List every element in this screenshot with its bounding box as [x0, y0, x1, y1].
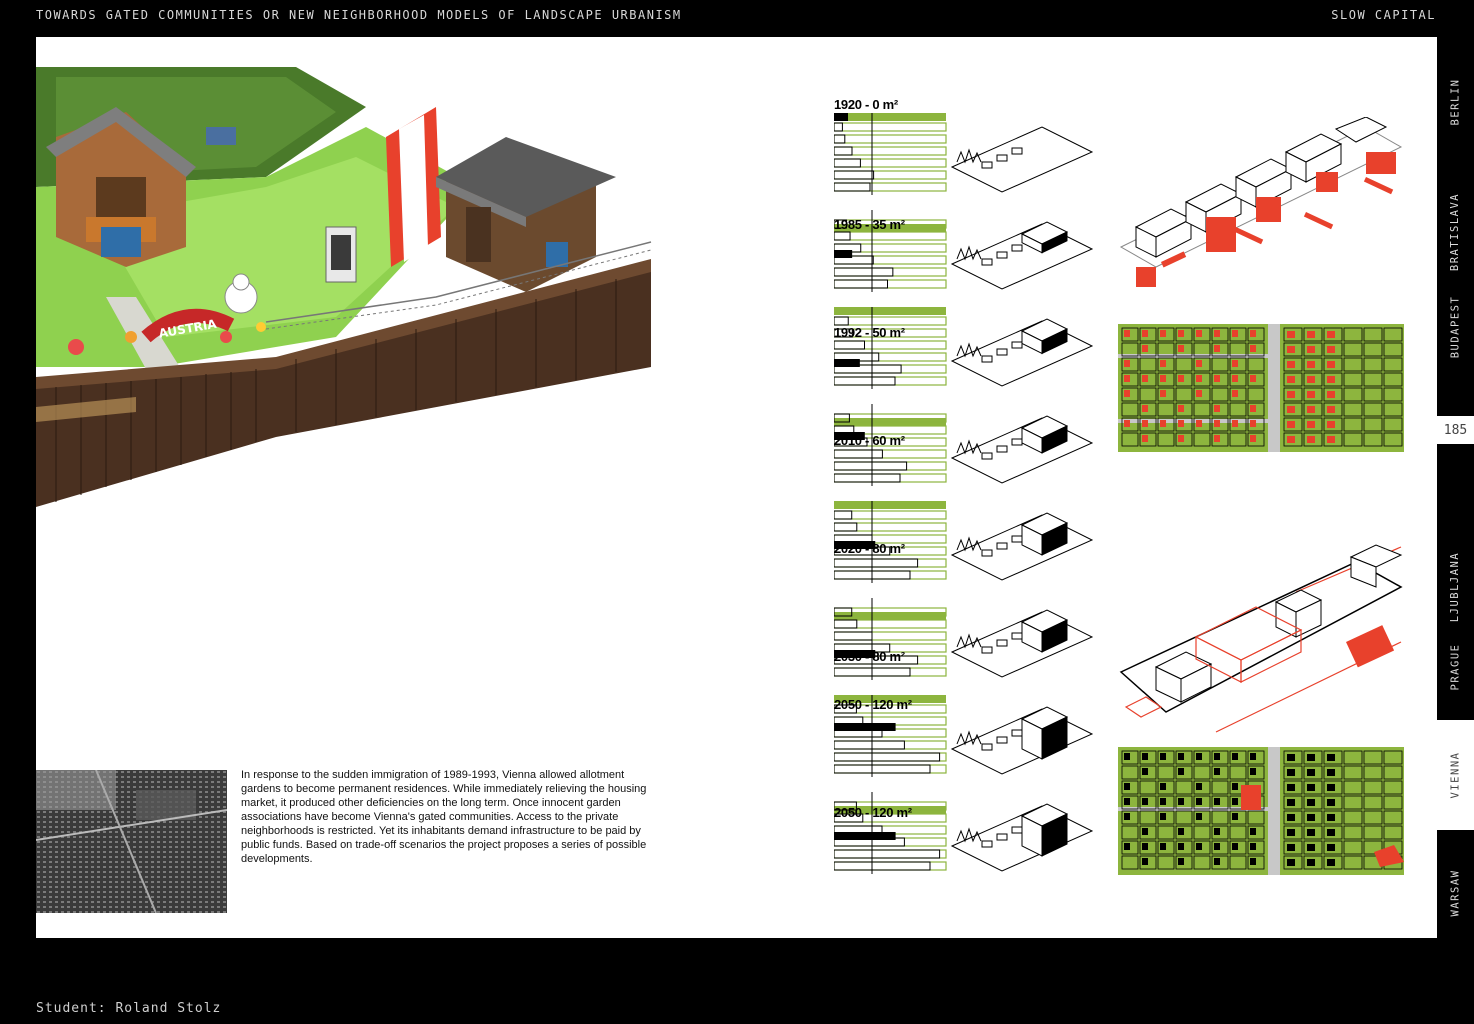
nav-tab-label: WARSAW [1449, 869, 1462, 916]
timeline-row [834, 396, 1104, 493]
nav-tab-label: BUDAPEST [1449, 295, 1462, 359]
timeline-year-label: 2010 - 60 m² [834, 433, 905, 448]
timeline-year-label: 2030 - 80 m² [834, 649, 905, 664]
city-navigation [1437, 37, 1474, 938]
nav-tab-label: LJUBLJANA [1449, 551, 1462, 623]
timeline-year-label: 1985 - 35 m² [834, 217, 905, 232]
isometric-street-current [1116, 117, 1406, 307]
timeline-year-label: 1992 - 50 m² [834, 325, 905, 340]
timeline-row [834, 493, 1104, 590]
isometric-street-future [1116, 542, 1406, 742]
timeline-column [834, 97, 1104, 885]
timeline-year-label: 2050 - 120 m² [834, 805, 912, 820]
body-paragraph: In response to the sudden immigration of 1989-1993, Vienna allowed allotment gardens to become permanent residences. While immediately relieving the housing market, it produced other deficiencies on the long term. Once innocent garden associations have become Vienna's gated communities. Access to the private neighborhoods is restricted. Yet its inhabitants demand infrastructure to be paid by public funds. Based on trade-off scenarios the project proposes a series of possible developments. [241, 769, 647, 865]
timeline-graphic [834, 784, 1104, 881]
timeline-row [834, 299, 1104, 396]
nav-tab-prague[interactable] [1437, 627, 1474, 707]
site-plan-current [1118, 324, 1404, 452]
aerial-photo [36, 770, 227, 913]
timeline-year-label: 1920 - 0 m² [834, 97, 898, 112]
timeline-graphic [834, 105, 1104, 202]
timeline-row [834, 97, 1104, 202]
running-header-section: SLOW CAPITAL [1331, 8, 1436, 22]
allotment-garden-illustration [36, 67, 676, 527]
timeline-year-label: 2020 - 80 m² [834, 541, 905, 556]
nav-tab-label: BRATISLAVA [1449, 192, 1462, 272]
timeline-graphic [834, 299, 1104, 396]
timeline-row [834, 784, 1104, 881]
site-plan-future [1118, 747, 1404, 875]
nav-tab-label: BERLIN [1449, 78, 1462, 126]
student-credit: Student: Roland Stolz [36, 1001, 222, 1016]
nav-tab-warsaw[interactable] [1437, 847, 1474, 938]
timeline-row [834, 687, 1104, 784]
nav-tab-berlin[interactable] [1437, 37, 1474, 167]
page-number: 185 [1437, 416, 1474, 444]
timeline-row [834, 202, 1104, 299]
nav-tab-label: VIENNA [1449, 751, 1462, 799]
timeline-graphic [834, 590, 1104, 687]
running-header-title: TOWARDS GATED COMMUNITIES OR NEW NEIGHBORHOOD MODELS OF LANDSCAPE URBANISM [36, 8, 682, 22]
timeline-year-label: 2050 - 120 m² [834, 697, 912, 712]
nav-tab-label: PRAGUE [1449, 643, 1462, 691]
austria-sign-text: AUSTRIA [157, 316, 218, 341]
timeline-row [834, 590, 1104, 687]
nav-tab-vienna[interactable] [1437, 720, 1474, 830]
nav-tab-budapest[interactable] [1437, 267, 1474, 387]
page-spread [36, 37, 1437, 938]
